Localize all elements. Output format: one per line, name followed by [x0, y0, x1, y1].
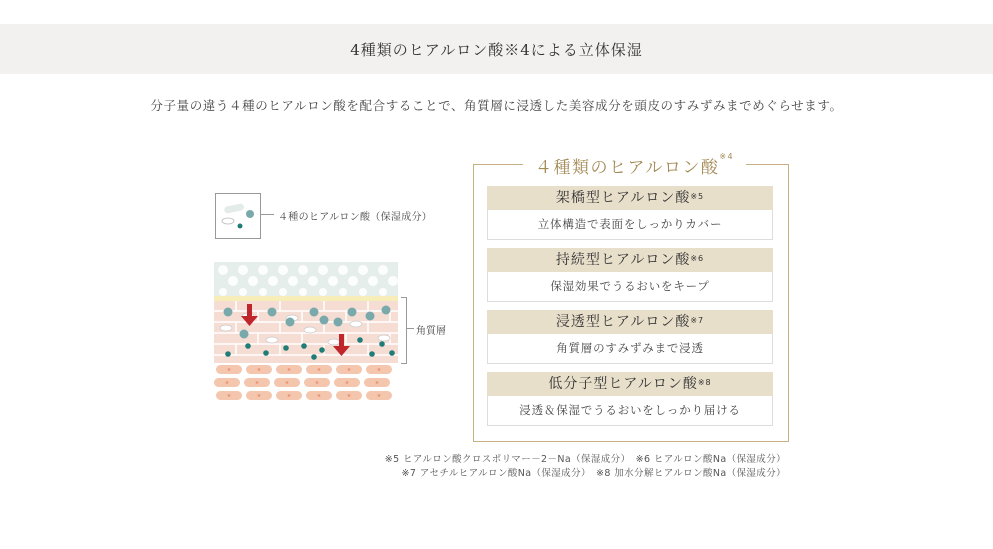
card-description: 保湿効果でうるおいをキープ [487, 272, 773, 302]
card-penetrating [487, 310, 773, 364]
card-heading: 架橋型ヒアルロン酸$^{※5}$ [487, 186, 773, 210]
card-heading: 浸透型ヒアルロン酸$^{※7}$ [487, 310, 773, 334]
footnote-line-1: ※5 ヒアルロン酸クロスポリマー－2－Na（保湿成分） ※6 ヒアルロン酸Na（保湿成分） [384, 454, 786, 465]
card-crosslinked [487, 186, 773, 240]
section-banner [0, 24, 993, 74]
card-description: 角質層のすみずみまで浸透 [487, 334, 773, 364]
card-heading: 低分子型ヒアルロン酸$^{※8}$ [487, 372, 773, 396]
legend-connector [260, 214, 274, 215]
layer-label: 角質層 [416, 326, 446, 337]
section-title: 4種類のヒアルロン酸※4による立体保湿 [350, 41, 643, 59]
footnote-line-2: ※7 アセチルヒアルロン酸Na（保湿成分） ※8 加水分解ヒアルロン酸Na（保湿成分） [401, 468, 786, 479]
card-sustained [487, 248, 773, 302]
card-low-molecular [487, 372, 773, 426]
skin-layer-illustration [214, 262, 398, 400]
layer-bracket [401, 297, 407, 364]
card-description: 立体構造で表面をしっかりカバー [487, 210, 773, 240]
card-description: 浸透＆保湿でうるおいをしっかり届ける [487, 396, 773, 426]
panel-title: ４種類のヒアルロン酸$^{※4}$ [523, 153, 746, 178]
legend-icon [215, 193, 261, 239]
layer-connector [406, 328, 414, 329]
card-heading: 持続型ヒアルロン酸$^{※6}$ [487, 248, 773, 272]
lead-text: 分子量の違う４種のヒアルロン酸を配合することで、角質層に浸透した美容成分を頭皮のすみずみまでめぐらせます。 [150, 98, 843, 113]
legend-label: ４種のヒアルロン酸（保湿成分） [278, 212, 433, 223]
